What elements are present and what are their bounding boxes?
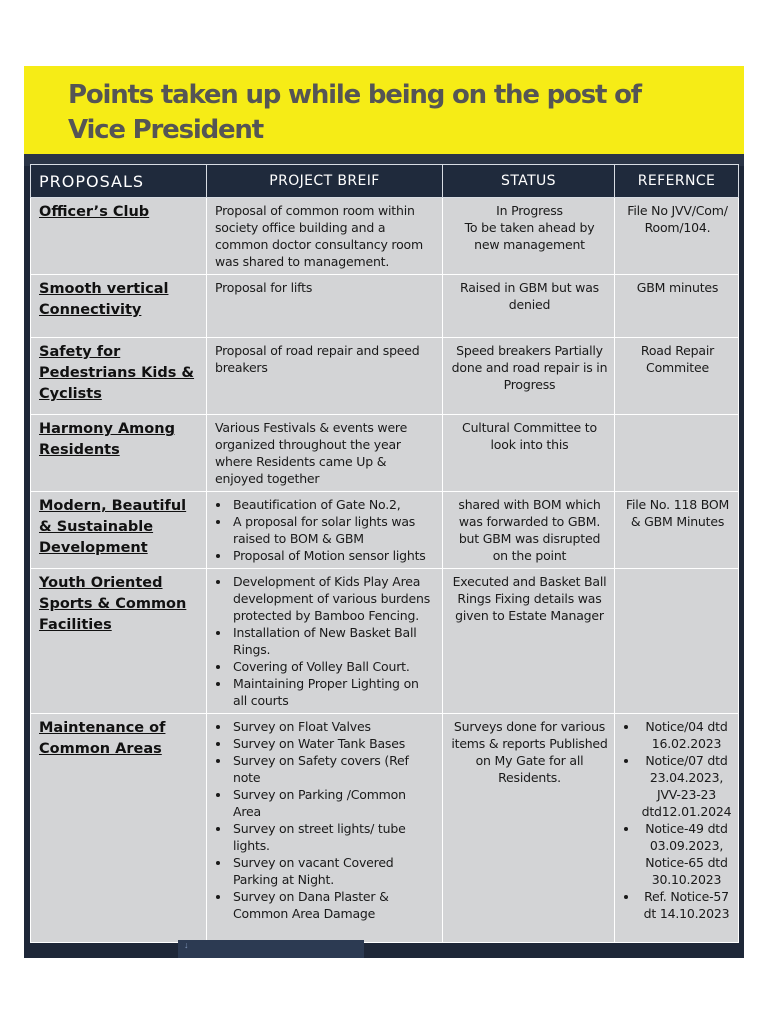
list-item: • Survey on Safety covers (Ref note <box>231 752 436 786</box>
list-item: • Survey on Dana Plaster & Common Area Damage <box>231 888 436 922</box>
brief-cell: Proposal of common room within society office building and a common doctor consultancy room was shared to management. <box>207 198 443 275</box>
reference-cell: File No. 118 BOM & GBM Minutes <box>615 492 739 569</box>
list-item: • Survey on Water Tank Bases <box>231 735 436 752</box>
reference-cell <box>615 714 739 943</box>
status-cell: Raised in GBM but was denied <box>443 275 615 338</box>
header-proposals: PROPOSALS <box>31 165 207 198</box>
reference-cell: File No JVV/Com/ Room/104. <box>615 198 739 275</box>
arrow-down-icon: ↓ <box>184 940 189 950</box>
header-status: STATUS <box>443 165 615 198</box>
table-row <box>31 275 739 338</box>
list-item: • Installation of New Basket Ball Rings. <box>231 624 436 658</box>
reference-cell <box>615 415 739 492</box>
list-item: • Survey on street lights/ tube lights. <box>231 820 436 854</box>
list-item: • Development of Kids Play Area development of various burdens protected by Bamboo Fencing. <box>231 573 436 624</box>
list-item: • Notice/07 dtd 23.04.2023, JVV-23-23 dtd12.01.2024 <box>639 752 732 820</box>
header-reference: REFERNCE <box>615 165 739 198</box>
brief-cell: Proposal for lifts <box>207 275 443 338</box>
reference-cell: GBM minutes <box>615 275 739 338</box>
brief-cell: Proposal of road repair and speed breakers <box>207 338 443 415</box>
brief-cell: Various Festivals & events were organized throughout the year where Residents came Up & enjoyed together <box>207 415 443 492</box>
status-cell: Executed and Basket Ball Rings Fixing details was given to Estate Manager <box>443 569 615 714</box>
slide <box>24 66 744 958</box>
list-item: • Survey on Float Valves <box>231 718 436 735</box>
proposal-cell: Safety for Pedestrians Kids & Cyclists <box>31 338 207 415</box>
list-item: • Ref. Notice-57 dt 14.10.2023 <box>639 888 732 922</box>
status-cell: Speed breakers Partially done and road repair is in Progress <box>443 338 615 415</box>
brief-list <box>215 496 436 564</box>
title-banner <box>24 66 744 156</box>
header-project-brief: PROJECT BREIF <box>207 165 443 198</box>
status-cell: In Progress To be taken ahead by new management <box>443 198 615 275</box>
proposal-cell: Youth Oriented Sports & Common Facilities <box>31 569 207 714</box>
proposal-cell: Smooth vertical Connectivity <box>31 275 207 338</box>
list-item: • Notice-49 dtd 03.09.2023, Notice-65 dtd 30.10.2023 <box>639 820 732 888</box>
proposal-cell: Harmony Among Residents <box>31 415 207 492</box>
status-cell: Surveys done for various items & reports Published on My Gate for all Residents. <box>443 714 615 943</box>
list-item: • Notice/04 dtd 16.02.2023 <box>639 718 732 752</box>
slide-footer-bar <box>178 940 364 958</box>
reference-cell <box>615 569 739 714</box>
status-cell: shared with BOM which was forwarded to GBM. but GBM was disrupted on the point <box>443 492 615 569</box>
list-item: • Survey on Parking /Common Area <box>231 786 436 820</box>
brief-list <box>215 573 436 709</box>
proposal-cell: Modern, Beautiful & Sustainable Development <box>31 492 207 569</box>
list-item: • Covering of Volley Ball Court. <box>231 658 436 675</box>
table-row <box>31 569 739 714</box>
table-row <box>31 415 739 492</box>
table-row <box>31 198 739 275</box>
list-item: • Proposal of Motion sensor lights <box>231 547 436 564</box>
table-row <box>31 714 739 943</box>
proposal-cell: Maintenance of Common Areas <box>31 714 207 943</box>
table-row <box>31 492 739 569</box>
reference-list <box>623 718 732 922</box>
reference-cell: Road Repair Commitee <box>615 338 739 415</box>
list-item: • Survey on vacant Covered Parking at Night. <box>231 854 436 888</box>
proposals-table <box>30 164 739 943</box>
proposal-cell: Officer’s Club <box>31 198 207 275</box>
table-header-row <box>31 165 739 198</box>
brief-cell <box>207 714 443 943</box>
list-item: • Maintaining Proper Lighting on all courts <box>231 675 436 709</box>
brief-cell <box>207 569 443 714</box>
brief-cell <box>207 492 443 569</box>
table-row <box>31 338 739 415</box>
status-cell: Cultural Committee to look into this <box>443 415 615 492</box>
brief-list <box>215 718 436 922</box>
list-item: • Beautification of Gate No.2, <box>231 496 436 513</box>
page-title: Points taken up while being on the post of Vice President <box>68 80 641 145</box>
list-item: • A proposal for solar lights was raised to BOM & GBM <box>231 513 436 547</box>
